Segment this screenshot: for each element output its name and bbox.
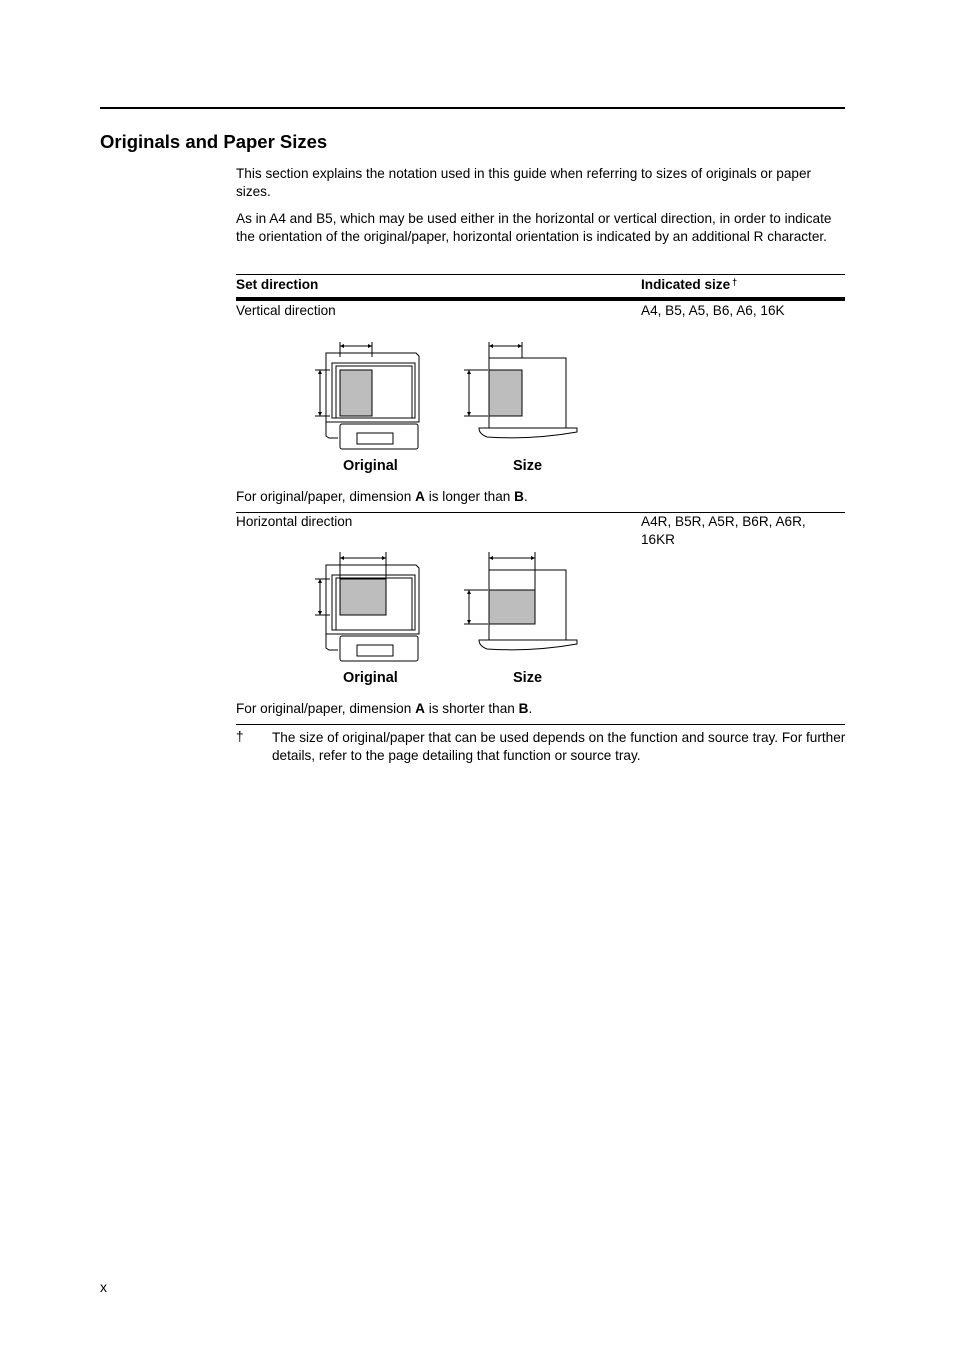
caption-size-vertical: Size — [513, 458, 543, 474]
footnote-mark: † — [236, 729, 244, 744]
paper-vertical-illustration — [462, 338, 580, 440]
note-horizontal: For original/paper, dimension A is shorter than B. — [236, 701, 533, 716]
paper-horizontal-illustration — [462, 550, 580, 652]
caption-original-horizontal: Original — [343, 670, 398, 686]
header-set-direction: Set direction — [236, 277, 319, 292]
table-bottom-rule — [236, 724, 845, 725]
row-horizontal-sizes: A4R, B5R, A5R, B6R, A6R, 16KR — [641, 514, 806, 547]
caption-original-vertical: Original — [343, 458, 398, 474]
footnote-text: The size of original/paper that can be used depends on the function and source tray. For further details, refer to the page detailing that function or source tray. — [272, 730, 846, 763]
row-vertical-direction: Vertical direction — [236, 303, 336, 318]
row-horizontal-direction: Horizontal direction — [236, 514, 353, 529]
caption-size-horizontal: Size — [513, 670, 543, 686]
dagger-mark: † — [732, 277, 738, 287]
note-vertical: For original/paper, dimension A is longer than B. — [236, 489, 528, 504]
row-vertical-sizes: A4, B5, A5, B6, A6, 16K — [641, 303, 785, 318]
original-horizontal-illustration — [312, 550, 424, 665]
original-vertical-illustration — [312, 338, 424, 453]
header-rule — [100, 107, 845, 109]
intro-paragraph-2: As in A4 and B5, which may be used either in the horizontal or vertical direction, in order to indicate the orientation of the original/paper, horizontal orientation is indicated by an additional R character. — [236, 211, 832, 244]
table-top-rule — [236, 274, 845, 275]
intro-paragraph-1: This section explains the notation used in this guide when referring to sizes of originals or paper sizes. — [236, 166, 812, 199]
section-title: Originals and Paper Sizes — [100, 131, 328, 152]
table-header-rule — [236, 297, 845, 301]
header-indicated-size: Indicated size † — [641, 277, 738, 292]
page-number: x — [100, 1279, 107, 1295]
